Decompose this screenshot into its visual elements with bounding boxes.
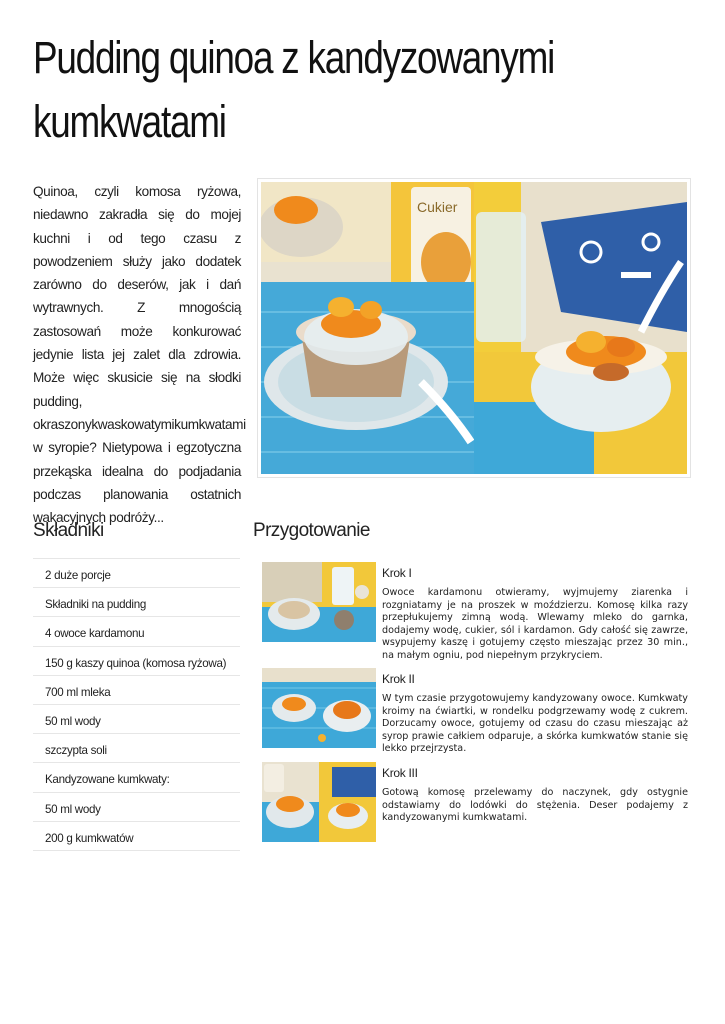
ingredients-heading: Składniki — [33, 520, 104, 541]
recipe-title-line1: Pudding quinoa z kandyzowanymi — [33, 32, 555, 83]
recipe-intro: Quinoa, czyli komosa ryżowa, niedawno zakradła się do mojej kuchni i od tego czasu z powodzeniem służy jako dodatek zarówno do deserów, jak i dań wytrawnych. Z mnogością zastosowań może konkurować jedynie lista jej zalet dla zdrowia. Może więc skusicie się na słodki pudding, okraszonykwaskowatymikumkwatami w syropie? Nietypowa i egzotyczna przekąska idealna do podjadania podczas planowania ostatnich wakacyjnych podróży... — [33, 184, 246, 526]
ingredients-list — [33, 558, 240, 851]
step-2-text: W tym czasie przygotowujemy kandyzowany owoce. Kumkwaty kroimy na ćwiartki, w rondelku podgrzewamy wodę z cukrem. Dorzucamy owoce, gotujemy od czasu do czasu mieszając aż syrop prawie całkiem odparuje, a skórka kumkwatów stanie się lekko przejrzysta. — [382, 693, 688, 755]
ingredient-item: 700 ml mleka — [33, 676, 240, 705]
ingredient-item: 150 g kaszy quinoa (komosa ryżowa) — [33, 647, 240, 676]
step-3-title: Krok III — [382, 766, 418, 780]
step-1-photo — [262, 562, 376, 642]
step-1-title: Krok I — [382, 566, 412, 580]
ingredient-item: 50 ml wody — [33, 705, 240, 734]
ingredient-item: Kandyzowane kumkwaty: — [33, 763, 240, 792]
hero-photo — [257, 178, 691, 478]
step-3-text: Gotową komosę przelewamy do naczynek, gdy ostygnie odstawiamy do lodówki do stężenia. Deser podajemy z kandyzowanymi kumkwatami. — [382, 787, 688, 824]
hero-photo-illustration — [261, 182, 687, 474]
ingredient-item: Składniki na pudding — [33, 588, 240, 617]
step-3-photo — [262, 762, 376, 842]
step-2-title: Krok II — [382, 672, 415, 686]
recipe-title — [33, 26, 705, 154]
preparation-heading: Przygotowanie — [253, 520, 370, 541]
recipe-title-line2: kumkwatami — [33, 96, 226, 147]
ingredient-item: 4 owoce kardamonu — [33, 617, 240, 646]
ingredient-item: szczypta soli — [33, 734, 240, 763]
ingredient-item: 50 ml wody — [33, 793, 240, 822]
step-2-photo — [262, 668, 376, 748]
hero-sugar-label: Cukier — [417, 199, 458, 215]
ingredient-item: 200 g kumkwatów — [33, 822, 240, 851]
step-1-text: Owoce kardamonu otwieramy, wyjmujemy ziarenka i rozgniatamy je na proszek w moździerzu. Komosę kilka razy przepłukujemy zimną wodą. Wlewamy mleko do garnka, dodajemy wodę, cukier, sól i kardamon. Gdy całość się zawrze, wsypujemy kaszę i gotujemy często mieszając przez 30 min., na małym ogniu, pod niepełnym przykryciem. — [382, 587, 688, 661]
ingredient-item: 2 duże porcje — [33, 559, 240, 588]
